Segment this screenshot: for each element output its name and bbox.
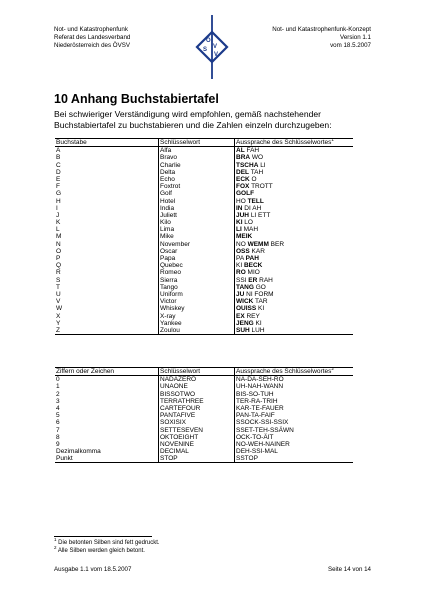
syllable: ECK	[236, 175, 250, 183]
ovsv-logo	[195, 14, 229, 80]
table-row	[55, 412, 353, 419]
column-header-text: Aussprache des Schlüsselwortes	[236, 368, 332, 375]
svg-text:S: S	[203, 47, 208, 53]
keyword-cell: SETTESEVEN	[159, 427, 235, 434]
syllable: KAR	[249, 247, 265, 255]
letters-table	[55, 138, 353, 335]
table-row	[55, 219, 353, 226]
syllable: OSS	[236, 247, 250, 255]
table-row	[55, 176, 353, 183]
pronunciation-cell	[235, 291, 354, 298]
keyword-cell: Papa	[159, 255, 235, 262]
pronunciation-cell	[235, 269, 354, 276]
table-row	[55, 147, 353, 155]
syllable: DI AH	[242, 204, 262, 212]
pronunciation-cell: NA-DA-SEH-RO	[235, 376, 354, 384]
table-row	[55, 427, 353, 434]
letter-cell: R	[56, 269, 61, 277]
keyword-cell: Sierra	[159, 277, 235, 284]
syllable: PAH	[245, 255, 259, 262]
pronunciation-cell	[235, 169, 354, 176]
keyword-cell: Juliett	[159, 212, 235, 219]
letter-cell: K	[56, 219, 61, 227]
letter-cell: S	[56, 276, 61, 284]
syllable: O	[249, 175, 257, 183]
pronunciation-cell	[235, 305, 354, 312]
syllable: KI	[256, 305, 265, 313]
keyword-cell: India	[159, 205, 235, 212]
syllable: NO	[236, 240, 248, 248]
table-row	[55, 434, 353, 441]
footnote-number: 2	[54, 545, 57, 550]
letter-cell: Y	[56, 319, 61, 327]
footer-edition: Ausgabe 1.1 vom 18.5.2007	[54, 566, 132, 573]
pronunciation-cell: SSTOP	[235, 455, 354, 463]
table-header-row	[55, 139, 353, 147]
table-row	[55, 277, 353, 284]
syllable: TROTT	[249, 183, 273, 191]
letter-cell: B	[56, 154, 61, 162]
letter-cell: T	[56, 283, 60, 291]
pronunciation-cell	[235, 327, 354, 335]
letter-cell: X	[56, 312, 61, 320]
syllable: BER	[268, 240, 285, 248]
table-row	[55, 398, 353, 405]
digit-cell: 8	[56, 433, 60, 441]
letter-cell: E	[56, 175, 61, 183]
letter-cell: V	[56, 298, 61, 306]
pronunciation-cell: SSET-TEH-SSÄWN	[235, 427, 354, 434]
pronunciation-cell	[235, 190, 354, 197]
table-row	[55, 241, 353, 248]
syllable: LI	[258, 161, 266, 169]
syllable: REY	[244, 312, 260, 320]
keyword-cell: Golf	[159, 190, 235, 197]
syllable: EX	[236, 312, 245, 320]
keyword-cell: SOXISIX	[159, 419, 235, 426]
section-title: 10 Anhang Buchstabiertafel	[54, 92, 219, 106]
keyword-cell: OKTOEIGHT	[159, 434, 235, 441]
footer-page-number: Seite 14 von 14	[327, 566, 371, 573]
footnote-divider	[54, 536, 152, 537]
footnote	[54, 537, 160, 547]
syllable: WEMM	[247, 240, 269, 248]
syllable: KI	[236, 262, 244, 270]
letter-cell: W	[56, 305, 63, 313]
table-row	[55, 198, 353, 205]
footnote	[54, 545, 145, 555]
digit-cell: 9	[56, 440, 60, 448]
pronunciation-cell	[235, 241, 354, 248]
pronunciation-cell: UH-NAH-WANN	[235, 383, 354, 390]
svg-text:V: V	[213, 44, 218, 50]
pronunciation-cell	[235, 154, 354, 161]
table-row	[55, 212, 353, 219]
syllable: MAH	[241, 226, 259, 234]
pronunciation-cell	[235, 313, 354, 320]
pronunciation-cell: DEH-SSI-MAL	[235, 448, 354, 455]
digit-cell: 4	[56, 404, 60, 412]
pronunciation-cell: KAR-TE-FAUER	[235, 405, 354, 412]
keyword-cell: BISSOTWO	[159, 391, 235, 398]
keyword-cell: STOP	[159, 455, 235, 463]
column-header: Buchstabe	[55, 139, 159, 147]
syllable: AL	[236, 147, 245, 155]
keyword-cell: NOVENINE	[159, 441, 235, 448]
pronunciation-cell	[235, 284, 354, 291]
table-row	[55, 448, 353, 455]
syllable: SSI	[236, 276, 249, 284]
keyword-cell: PANTAFIVE	[159, 412, 235, 419]
letter-cell: H	[56, 197, 61, 205]
digit-cell: Dezimalkomma	[56, 448, 101, 456]
table-row	[55, 162, 353, 169]
footnote-ref: 2	[331, 365, 334, 371]
table-row	[55, 376, 353, 384]
keyword-cell: Alfa	[159, 147, 235, 155]
header-org-line: Referat des Landesverband	[54, 34, 131, 41]
column-header: Schlüsselwort	[159, 139, 235, 147]
letter-cell: D	[56, 168, 61, 176]
header-right	[272, 26, 371, 50]
syllable: PA	[236, 255, 246, 262]
pronunciation-cell	[235, 262, 354, 269]
syllable: ER	[248, 276, 258, 284]
syllable: LUH	[249, 326, 265, 334]
pronunciation-cell	[235, 298, 354, 305]
table-row	[55, 291, 353, 298]
pronunciation-cell	[235, 198, 354, 205]
footnote-number: 1	[54, 537, 57, 542]
pronunciation-cell	[235, 226, 354, 233]
table-row	[55, 169, 353, 176]
digit-cell: 5	[56, 412, 60, 420]
syllable: TAH	[249, 168, 264, 176]
syllable: NI FORM	[244, 290, 274, 298]
table-row	[55, 233, 353, 240]
syllable: FOX	[236, 183, 250, 191]
table-header-row	[55, 368, 353, 376]
table-row	[55, 154, 353, 161]
letter-cell: U	[56, 290, 61, 298]
keyword-cell: November	[159, 241, 235, 248]
syllable: WICK	[236, 298, 254, 306]
syllable: LI	[236, 226, 242, 234]
pronunciation-cell: SSOCK-SSI-SSIX	[235, 419, 354, 426]
letter-cell: C	[56, 161, 61, 169]
table-row	[55, 284, 353, 291]
pronunciation-cell	[235, 255, 354, 262]
letter-cell: Q	[56, 262, 62, 270]
keyword-cell: Whiskey	[159, 305, 235, 312]
keyword-cell: Charlie	[159, 162, 235, 169]
table-row	[55, 298, 353, 305]
letter-cell: F	[56, 183, 60, 191]
column-header	[235, 136, 354, 147]
syllable: JU	[236, 290, 245, 298]
keyword-cell: Echo	[159, 176, 235, 183]
syllable: FAH	[244, 147, 260, 155]
syllable: TELL	[247, 197, 264, 205]
table-row	[55, 313, 353, 320]
header-left	[54, 26, 130, 50]
letter-cell: G	[56, 190, 62, 198]
table-row	[55, 183, 353, 190]
keyword-cell: Zoulou	[159, 327, 235, 335]
header-org-line: Not- und Katastrophenfunk	[54, 26, 128, 33]
letter-cell: L	[56, 226, 60, 234]
table-row	[55, 255, 353, 262]
pronunciation-cell	[235, 277, 354, 284]
syllable: RO	[236, 269, 246, 277]
header-date: vom 18.5.2007	[330, 42, 371, 49]
syllable: OUISS	[236, 305, 257, 313]
header-org-line: Niederösterreich des ÖVSV	[54, 42, 131, 49]
pronunciation-cell	[235, 212, 354, 219]
keyword-cell: Tango	[159, 284, 235, 291]
keyword-cell: Mike	[159, 233, 235, 240]
syllable: TANG	[236, 283, 254, 291]
column-header: Schlüsselwort	[159, 368, 235, 376]
syllable: LI ETT	[249, 211, 271, 219]
pronunciation-cell: NO-WEH-NAINER	[235, 441, 354, 448]
syllable: KI	[236, 219, 243, 227]
column-header: Ziffern oder Zeichen	[55, 368, 159, 376]
keyword-cell: Lima	[159, 226, 235, 233]
keyword-cell: Uniform	[159, 291, 235, 298]
letter-cell: M	[56, 233, 62, 241]
syllable: HO	[236, 197, 248, 205]
letter-cell: I	[56, 204, 58, 212]
table-row	[55, 305, 353, 312]
svg-text:V: V	[214, 52, 219, 58]
table-row	[55, 391, 353, 398]
letter-cell: P	[56, 255, 61, 262]
syllable: GO	[253, 283, 266, 291]
footnote-ref: 1	[331, 136, 334, 142]
syllable: TAR	[253, 298, 268, 306]
keyword-cell: Hotel	[159, 198, 235, 205]
pronunciation-cell	[235, 248, 354, 255]
syllable: JENG	[236, 319, 254, 327]
footnote-text: Alle Silben werden gleich betont.	[56, 548, 145, 554]
keyword-cell: Quebec	[159, 262, 235, 269]
pronunciation-cell	[235, 205, 354, 212]
pronunciation-cell: TER-RA-TRIH	[235, 398, 354, 405]
syllable: BRA	[236, 154, 251, 162]
pronunciation-cell	[235, 320, 354, 327]
table-row	[55, 320, 353, 327]
syllable: IN	[236, 204, 243, 212]
digit-cell: 3	[56, 397, 60, 405]
syllable: JUH	[236, 211, 250, 219]
table-row	[55, 205, 353, 212]
pronunciation-cell	[235, 176, 354, 183]
syllable: KI	[253, 319, 262, 327]
footnote-text: Die betonten Silben sind fett gedruckt.	[56, 540, 160, 546]
table-row	[55, 441, 353, 448]
keyword-cell: Romeo	[159, 269, 235, 276]
letter-cell: A	[56, 147, 61, 155]
pronunciation-cell	[235, 233, 354, 240]
header-version: Version 1.1	[340, 34, 371, 41]
table-row	[55, 190, 353, 197]
pronunciation-cell: BIS-SO-TUH	[235, 391, 354, 398]
keyword-cell: Delta	[159, 169, 235, 176]
keyword-cell: Foxtrot	[159, 183, 235, 190]
syllable: DEL	[236, 168, 249, 176]
syllable: BECK	[243, 262, 263, 270]
keyword-cell: NADAZERO	[159, 376, 235, 384]
svg-text:Ö: Ö	[206, 38, 211, 44]
table-row	[55, 262, 353, 269]
pronunciation-cell	[235, 162, 354, 169]
table-row	[55, 269, 353, 276]
pronunciation-cell	[235, 219, 354, 226]
digit-cell: 0	[56, 376, 60, 384]
digit-cell: Punkt	[55, 455, 159, 463]
column-header	[235, 365, 354, 376]
column-header-text: Aussprache des Schlüsselwortes	[236, 139, 332, 146]
letter-cell: O	[56, 247, 62, 255]
syllable: LO	[242, 219, 253, 227]
table-row	[55, 405, 353, 412]
syllable: WO	[250, 154, 264, 162]
syllable: MIO	[245, 269, 260, 277]
digit-cell: 7	[56, 426, 60, 434]
keyword-cell: UNAONE	[159, 383, 235, 390]
syllable: MEIK	[236, 233, 253, 241]
keyword-cell: X-ray	[159, 313, 235, 320]
syllable: TSCHA	[236, 161, 259, 169]
keyword-cell: Victor	[159, 298, 235, 305]
pronunciation-cell: OCK-TO-ÄIT	[235, 434, 354, 441]
keyword-cell: Bravo	[159, 154, 235, 161]
keyword-cell: TERRATHREE	[159, 398, 235, 405]
letter-cell: J	[56, 211, 60, 219]
letter-cell: N	[56, 240, 61, 248]
header-doc-title: Not- und Katastrophenfunk-Konzept	[272, 26, 371, 33]
table-row	[55, 226, 353, 233]
table-row	[55, 455, 353, 463]
digits-table	[55, 367, 353, 463]
table-row	[55, 383, 353, 390]
table-row	[55, 248, 353, 255]
intro-paragraph: Bei schwieriger Verständigung wird empfohlen, gemäß nachstehender Buchstabiertafel zu buchstabieren und die Zahlen einzeln durchzugeben:	[54, 109, 332, 130]
digit-cell: 6	[56, 419, 60, 427]
keyword-cell: CARTEFOUR	[159, 405, 235, 412]
digit-cell: 1	[56, 383, 60, 391]
table-row	[55, 327, 353, 335]
pronunciation-cell: PAN-TA-FAIF	[235, 412, 354, 419]
keyword-cell: Oscar	[159, 248, 235, 255]
pronunciation-cell	[235, 147, 354, 155]
keyword-cell: Kilo	[159, 219, 235, 226]
syllable: RAH	[257, 276, 273, 284]
digit-cell: 2	[56, 390, 60, 398]
pronunciation-cell	[235, 183, 354, 190]
letter-cell: Z	[55, 327, 159, 335]
table-row	[55, 419, 353, 426]
keyword-cell: Yankee	[159, 320, 235, 327]
syllable: SUH	[236, 326, 250, 334]
keyword-cell: DECIMAL	[159, 448, 235, 455]
syllable: GOLF	[236, 190, 255, 198]
